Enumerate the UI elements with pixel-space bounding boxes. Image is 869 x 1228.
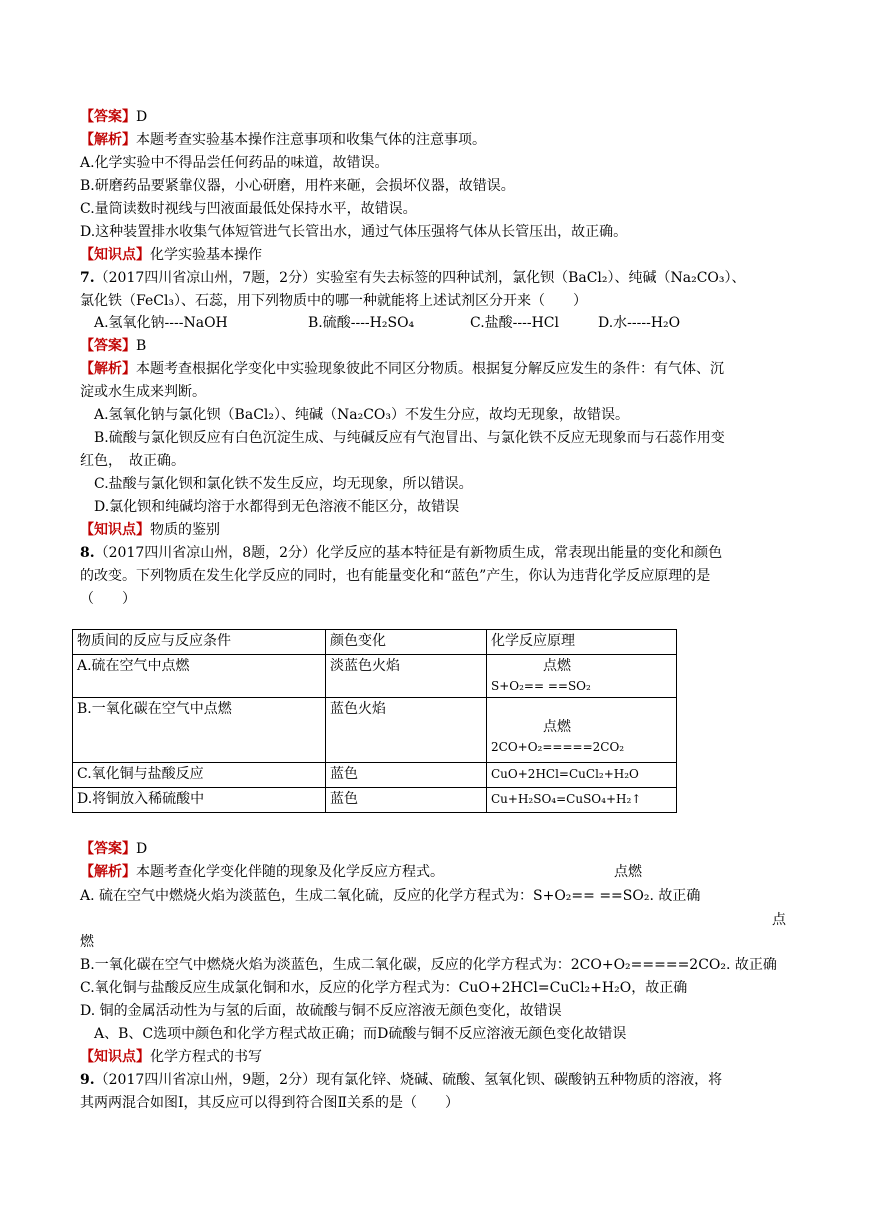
question-number: 7. xyxy=(80,270,95,286)
q7-option-b: B.硫酸----H₂SO₄ xyxy=(308,315,415,331)
analysis-tag: 【解析】 xyxy=(80,864,136,880)
table-cell: A.硫在空气中点燃 xyxy=(73,655,326,698)
answer-value: D xyxy=(136,841,148,857)
q8-analysis-line xyxy=(80,862,444,882)
table-cell: D.将铜放入稀硫酸中 xyxy=(73,788,326,813)
analysis-tag: 【解析】 xyxy=(80,361,136,377)
answer-tag: 【答案】 xyxy=(80,109,136,125)
table-cell: 淡蓝色火焰 xyxy=(326,655,487,698)
analysis-text: 本题考查化学变化伴随的现象及化学反应方程式。 xyxy=(136,864,444,880)
q6-line-a: A.化学实验中不得品尝任何药品的味道，故错误。 xyxy=(80,155,389,171)
q9-stem-line1 xyxy=(80,1070,722,1090)
q7-analysis-line1 xyxy=(80,359,724,379)
q7-stem-line2: 氯化铁（FeCl₃）、石蕊，用下列物质中的哪一种就能将上述试剂区分开来（ ） xyxy=(80,293,588,309)
stem-text: （2017四川省凉山州，7题，2分）实验室有失去标签的四种试剂，氯化钡（BaCl₂）、纯碱（Na₂CO₃）、 xyxy=(94,270,746,286)
q7-option-d: D.水-----H₂O xyxy=(598,315,681,331)
table-cell: 蓝色 xyxy=(326,763,487,788)
q9-stem-line2: 其两两混合如图Ⅰ，其反应可以得到符合图Ⅱ关系的是（ ） xyxy=(80,1095,460,1111)
table-header: 物质间的反应与反应条件 xyxy=(73,630,326,655)
analysis-tag: 【解析】 xyxy=(80,132,136,148)
q7-line-c: C.盐酸与氯化钡和氯化铁不发生反应，均无现象，所以错误。 xyxy=(94,476,473,492)
table-row xyxy=(73,788,677,813)
reaction-condition: 燃 xyxy=(80,934,94,950)
table-cell: 蓝色 xyxy=(326,788,487,813)
q8-line-a: A. 硫在空气中燃烧火焰为淡蓝色，生成二氧化硫，反应的化学方程式为：S+O₂== ==SO₂. 故正确 xyxy=(80,888,701,904)
table-header-row xyxy=(73,630,677,655)
q8-knowledge-line xyxy=(80,1047,262,1067)
reaction-condition: 点 xyxy=(772,912,786,928)
q8-summary: A、B、C选项中颜色和化学方程式故正确；而D硫酸与铜不反应溶液无颜色变化故错误 xyxy=(94,1026,627,1042)
answer-value: D xyxy=(136,109,148,125)
table-cell xyxy=(487,655,677,698)
table-cell: 蓝色火焰 xyxy=(326,698,487,763)
q7-analysis-line2: 淀或水生成来判断。 xyxy=(80,384,206,400)
table-cell xyxy=(487,698,677,763)
question-number: 9. xyxy=(80,1072,95,1088)
q7-line-b: B.硫酸与氯化钡反应有白色沉淀生成、与纯碱反应有气泡冒出、与氯化铁不反应无现象而与石蕊作用变 xyxy=(94,430,725,446)
q7-stem-line1 xyxy=(80,268,746,288)
table-header: 化学反应原理 xyxy=(487,630,677,655)
knowledge-text: 物质的鉴别 xyxy=(150,522,220,538)
stem-text: （2017四川省凉山州，9题，2分）现有氯化锌、烧碱、硫酸、氢氧化钡、碳酸钠五种物质的溶液，将 xyxy=(94,1072,723,1088)
q6-line-c: C.量筒读数时视线与凹液面最低处保持水平，故错误。 xyxy=(80,201,417,217)
q8-line-d: D. 铜的金属活动性为与氢的后面，故硫酸与铜不反应溶液无颜色变化，故错误 xyxy=(80,1003,562,1019)
analysis-text: 本题考查根据化学变化中实验现象彼此不同区分物质。根据复分解反应发生的条件：有气体、沉 xyxy=(136,361,724,377)
q7-option-c: C.盐酸----HCl xyxy=(470,315,559,331)
q8-stem-line1 xyxy=(80,543,722,563)
q6-answer-line xyxy=(80,107,147,127)
knowledge-tag: 【知识点】 xyxy=(80,247,150,263)
table-row xyxy=(73,698,677,763)
table-row xyxy=(73,763,677,788)
q6-line-d: D.这种装置排水收集气体短管进气长管出水，通过气体压强将气体从长管压出，故正确。 xyxy=(80,224,628,240)
reaction-formula: CuO+2HCl=CuCl₂+H₂O xyxy=(487,763,677,788)
knowledge-text: 化学实验基本操作 xyxy=(150,247,262,263)
knowledge-text: 化学方程式的书写 xyxy=(150,1049,262,1065)
q8-answer-line xyxy=(80,839,147,859)
q6-analysis-line xyxy=(80,130,486,150)
reaction-condition: 点燃 xyxy=(543,658,571,674)
analysis-text: 本题考查实验基本操作注意事项和收集气体的注意事项。 xyxy=(136,132,486,148)
table-row xyxy=(73,655,677,698)
q8-stem-line3: （ ） xyxy=(80,591,136,607)
answer-value: B xyxy=(136,338,147,354)
reaction-formula: 2CO+O₂=====2CO₂ xyxy=(491,740,625,754)
reaction-formula: Cu+H₂SO₄=CuSO₄+H₂↑ xyxy=(487,788,677,813)
q8-line-c: C.氧化铜与盐酸反应生成氯化铜和水，反应的化学方程式为：CuO+2HCl=CuCl₂+H₂O，故正确 xyxy=(80,980,688,996)
question-number: 8. xyxy=(80,545,95,561)
reaction-table xyxy=(72,629,677,813)
q7-line-a: A.氢氧化钠与氯化钡（BaCl₂）、纯碱（Na₂CO₃）不发生分应，故均无现象，故错误。 xyxy=(94,407,630,423)
stem-text: （2017四川省凉山州，8题，2分）化学反应的基本特征是有新物质生成，常表现出能量的变化和颜色 xyxy=(94,545,723,561)
answer-tag: 【答案】 xyxy=(80,338,136,354)
reaction-formula: S+O₂== ==SO₂ xyxy=(491,679,591,693)
q7-line-b-cont: 红色， 故正确。 xyxy=(80,453,185,469)
knowledge-tag: 【知识点】 xyxy=(80,1049,150,1065)
reaction-condition: 点燃 xyxy=(543,719,571,735)
table-header: 颜色变化 xyxy=(326,630,487,655)
q7-line-d: D.氯化钡和纯碱均溶于水都得到无色溶液不能区分，故错误 xyxy=(94,499,460,515)
q7-answer-line xyxy=(80,336,146,356)
knowledge-tag: 【知识点】 xyxy=(80,522,150,538)
answer-tag: 【答案】 xyxy=(80,841,136,857)
q7-knowledge-line xyxy=(80,520,220,540)
q8-line-b: B.一氧化碳在空气中燃烧火焰为淡蓝色，生成二氧化碳，反应的化学方程式为：2CO+O₂=====2CO₂. 故正确 xyxy=(80,957,777,973)
q6-knowledge-line xyxy=(80,245,262,265)
reaction-condition: 点燃 xyxy=(614,864,642,880)
q8-stem-line2: 的改变。下列物质在发生化学反应的同时，也有能量变化和“蓝色”产生，你认为违背化学反应原理的是 xyxy=(80,568,711,584)
table-cell: B.一氧化碳在空气中点燃 xyxy=(73,698,326,763)
q6-line-b: B.研磨药品要紧靠仪器，小心研磨，用杵来砸，会损坏仪器，故错误。 xyxy=(80,178,515,194)
table-cell: C.氧化铜与盐酸反应 xyxy=(73,763,326,788)
q7-option-a: A.氢氧化钠----NaOH xyxy=(94,315,228,331)
